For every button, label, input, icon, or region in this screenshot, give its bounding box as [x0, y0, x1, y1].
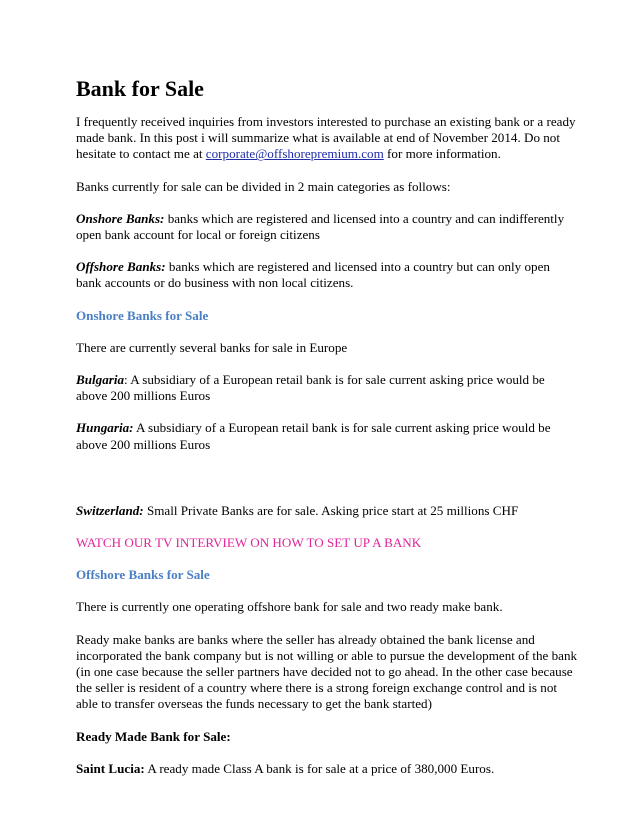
categories-paragraph: Banks currently for sale can be divided in 2 main categories as follows:	[76, 178, 451, 194]
intro-paragraph	[76, 114, 578, 163]
offshore-paragraph: There is currently one operating offshore bank for sale and two ready make bank.	[76, 599, 503, 615]
intro-text-end: for more information.	[383, 146, 501, 162]
intro-text: I frequently received inquiries from investors interested to purchase an existing bank or a ready made bank. In this post i will summarize what is available at end of November 2014. Do not hesitate to contact me at	[76, 114, 576, 162]
tv-interview-link[interactable]: WATCH OUR TV INTERVIEW ON HOW TO SET UP A BANK	[76, 535, 422, 551]
switzerland-paragraph	[76, 503, 578, 519]
offshore-section-heading: Offshore Banks for Sale	[76, 567, 210, 583]
saint-lucia-paragraph	[76, 761, 578, 777]
bulgaria-paragraph	[76, 372, 578, 404]
offshore-definition	[76, 259, 578, 291]
hungaria-label: Hungaria:	[76, 420, 134, 436]
offshore-label: Offshore Banks:	[76, 259, 166, 275]
hungaria-text: A subsidiary of a European retail bank is for sale current asking price would be above 200 millions Euros	[76, 420, 551, 452]
onshore-label: Onshore Banks:	[76, 210, 165, 226]
saint-lucia-label: Saint Lucia:	[76, 760, 145, 776]
bulgaria-text: : A subsidiary of a European retail bank is for sale current asking price would be above 200 millions Euros	[76, 372, 545, 404]
onshore-section-heading: Onshore Banks for Sale	[76, 307, 209, 323]
bulgaria-label: Bulgaria	[76, 372, 125, 388]
onshore-definition	[76, 211, 578, 243]
europe-paragraph: There are currently several banks for sale in Europe	[76, 339, 348, 355]
page-title: Bank for Sale	[76, 76, 204, 101]
spacer	[76, 469, 578, 503]
saint-lucia-text: A ready made Class A bank is for sale at a price of 380,000 Euros.	[144, 760, 495, 776]
switzerland-text: Small Private Banks are for sale. Asking price start at 25 millions CHF	[143, 502, 519, 518]
offshore-text: banks which are registered and licensed into a country but can only open bank accounts or do business with non local citizens.	[76, 259, 550, 291]
switzerland-label: Switzerland:	[76, 502, 144, 518]
onshore-text: banks which are registered and licensed into a country and can indifferently open bank account for local or foreign citizens	[76, 210, 565, 243]
contact-email-link[interactable]: corporate@offshorepremium.com	[205, 146, 384, 162]
ready-made-heading: Ready Made Bank for Sale:	[76, 728, 231, 744]
ready-make-paragraph: Ready make banks are banks where the seller has already obtained the bank license and incorporated the bank company but is not willing or able to pursue the development of the bank (in one case because the seller partners have decided not to go ahead. In the other case because the seller is resident of a country where there is a strong foreign exchange control and is not able to transfer overseas the funds necessary to get the bank started)	[76, 631, 578, 712]
hungaria-paragraph	[76, 420, 578, 452]
